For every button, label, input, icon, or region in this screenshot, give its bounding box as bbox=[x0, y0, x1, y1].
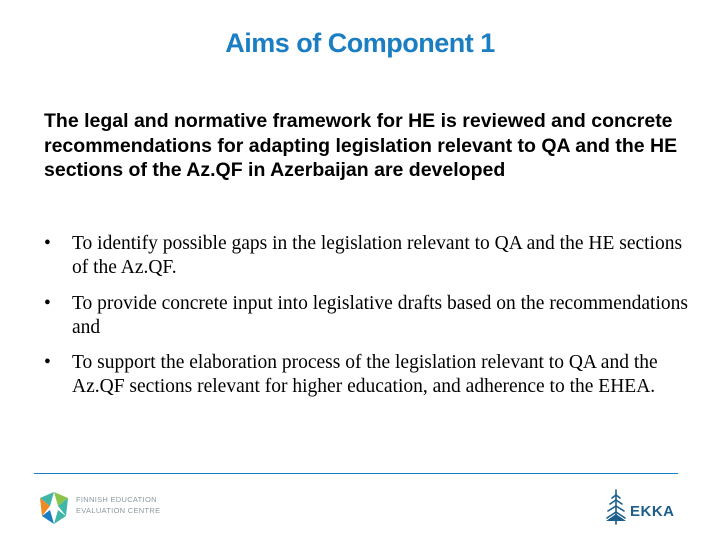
finnish-education-evaluation-centre-logo-icon bbox=[36, 490, 72, 526]
left-logo-line2: EVALUATION CENTRE bbox=[76, 506, 161, 515]
lead-paragraph: The legal and normative framework for HE is reviewed and concrete recommendations for adapting legislation relevant to QA and the HE sections of the Az.QF in Azerbaijan are developed bbox=[44, 110, 678, 181]
bullet-marker: • bbox=[44, 352, 51, 374]
left-logo-text bbox=[76, 494, 166, 516]
bullet-item bbox=[44, 351, 694, 400]
bullet-item bbox=[44, 232, 694, 281]
ekka-logo bbox=[604, 486, 690, 526]
bullet-marker: • bbox=[44, 233, 51, 254]
bullet-text: To provide concrete input into legislative drafts based on the recommendations and bbox=[72, 292, 688, 338]
bullet-list bbox=[44, 232, 694, 411]
bullet-text: To support the elaboration process of the legislation relevant to QA and the Az.QF sections relevant for higher education, and adherence to the EHEA. bbox=[72, 352, 658, 398]
bullet-text: To identify possible gaps in the legislation relevant to QA and the HE sections of the Az.QF. bbox=[72, 233, 683, 279]
bullet-item bbox=[44, 292, 694, 341]
ekka-tree-logo-icon bbox=[604, 486, 628, 526]
slide-title: Aims of Component 1 bbox=[225, 28, 495, 58]
finnish-education-evaluation-centre-logo bbox=[36, 490, 161, 528]
bullet-marker: • bbox=[44, 292, 51, 314]
right-logo-text: EKKA bbox=[630, 503, 675, 520]
footer-divider bbox=[34, 473, 678, 474]
left-logo-line1: FINNISH EDUCATION bbox=[76, 495, 157, 504]
